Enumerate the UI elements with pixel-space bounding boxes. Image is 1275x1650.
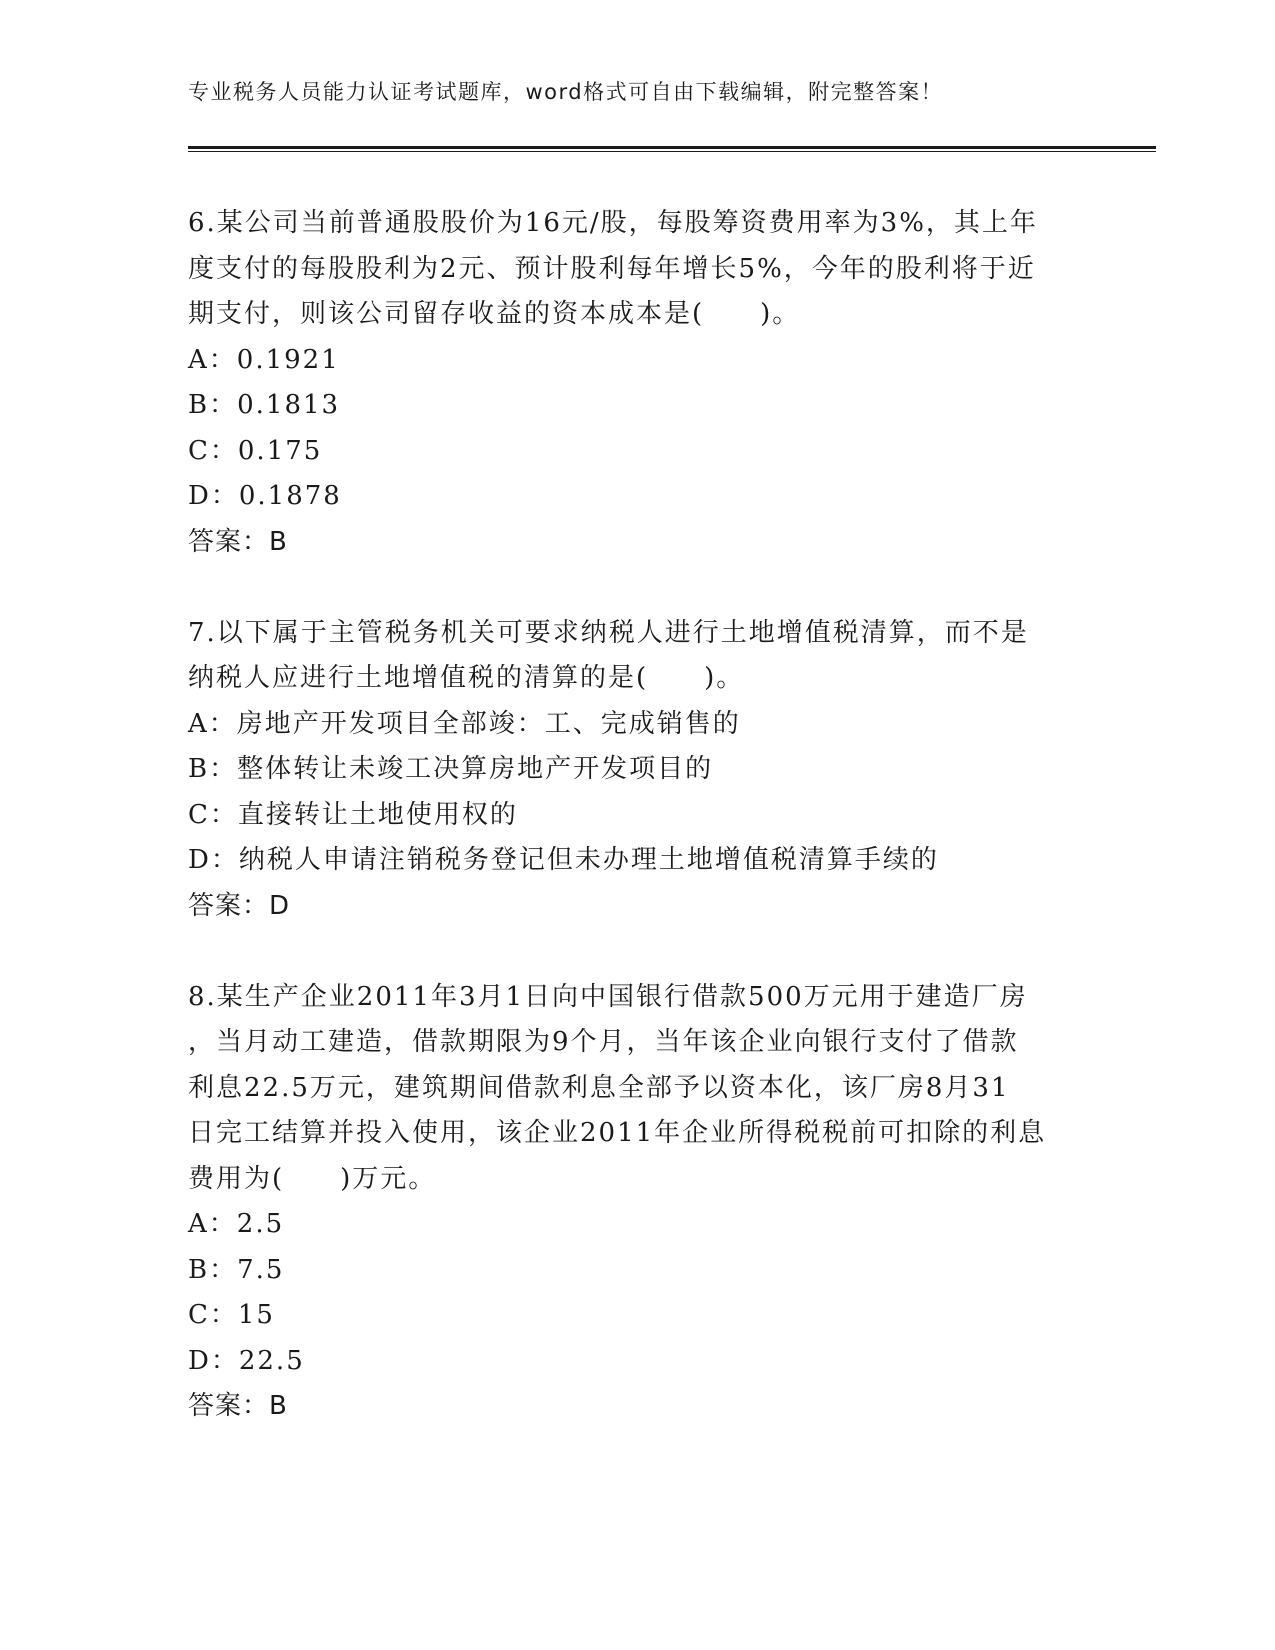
question-8-line-5: 费用为( )万元。	[188, 1163, 437, 1194]
question-8-line-4: 日完工结算并投入使用，该企业2011年企业所得税税前可扣除的利息	[188, 1118, 1047, 1148]
question-6-line-3: 期支付，则该公司留存收益的资本成本是( )。	[188, 299, 801, 329]
page-header: 专业税务人员能力认证考试题库，word格式可自由下载编辑，附完整答案！	[188, 80, 944, 104]
question-8-answer: 答案：B	[188, 1391, 288, 1421]
question-6-option-c: C：0.175	[188, 435, 323, 466]
question-7-line-2: 纳税人应进行土地增值税的清算的是( )。	[188, 663, 745, 693]
question-8-line-3: 利息22.5万元，建筑期间借款利息全部予以资本化，该厂房8月31	[188, 1072, 1010, 1103]
question-8-option-b: B：7.5	[188, 1254, 285, 1285]
question-6-option-d: D：0.1878	[188, 481, 342, 511]
question-7-line-1: 7.以下属于主管税务机关可要求纳税人进行土地增值税清算，而不是	[188, 617, 1029, 648]
question-8-line-2: ，当月动工建造，借款期限为9个月，当年该企业向银行支付了借款	[188, 1027, 1019, 1057]
question-8-option-c: C：15	[188, 1300, 275, 1330]
question-spacer	[188, 565, 1088, 611]
question-8-option-d: D：22.5	[188, 1345, 305, 1376]
question-spacer	[188, 929, 1088, 975]
question-7	[188, 611, 1088, 930]
question-6-option-a: A：0.1921	[188, 344, 340, 375]
question-6-option-b: B：0.1813	[188, 390, 341, 420]
question-7-option-d: D：纳税人申请注销税务登记但未办理土地增值税清算手续的	[188, 845, 939, 875]
question-list	[188, 201, 1088, 1430]
header-rule-thin	[188, 151, 1156, 152]
question-8-option-a: A：2.5	[188, 1209, 285, 1239]
question-6-line-1: 6.某公司当前普通股股价为16元/股，每股筹资费用率为3%，其上年	[188, 208, 1038, 238]
question-8-line-1: 8.某生产企业2011年3月1日向中国银行借款500万元用于建造厂房	[188, 981, 1028, 1012]
header-rule	[188, 146, 1156, 149]
question-6-line-2: 度支付的每股股利为2元、预计股利每年增长5%，今年的股利将于近	[188, 253, 1036, 284]
question-7-option-a: A：房地产开发项目全部竣：工、完成销售的	[188, 708, 741, 739]
question-7-option-c: C：直接转让土地使用权的	[188, 799, 518, 830]
question-8	[188, 975, 1088, 1430]
question-7-option-b: B：整体转让未竣工决算房地产开发项目的	[188, 754, 714, 784]
question-6-answer: 答案：B	[188, 526, 288, 557]
question-7-answer: 答案：D	[188, 890, 291, 921]
question-6	[188, 201, 1088, 565]
